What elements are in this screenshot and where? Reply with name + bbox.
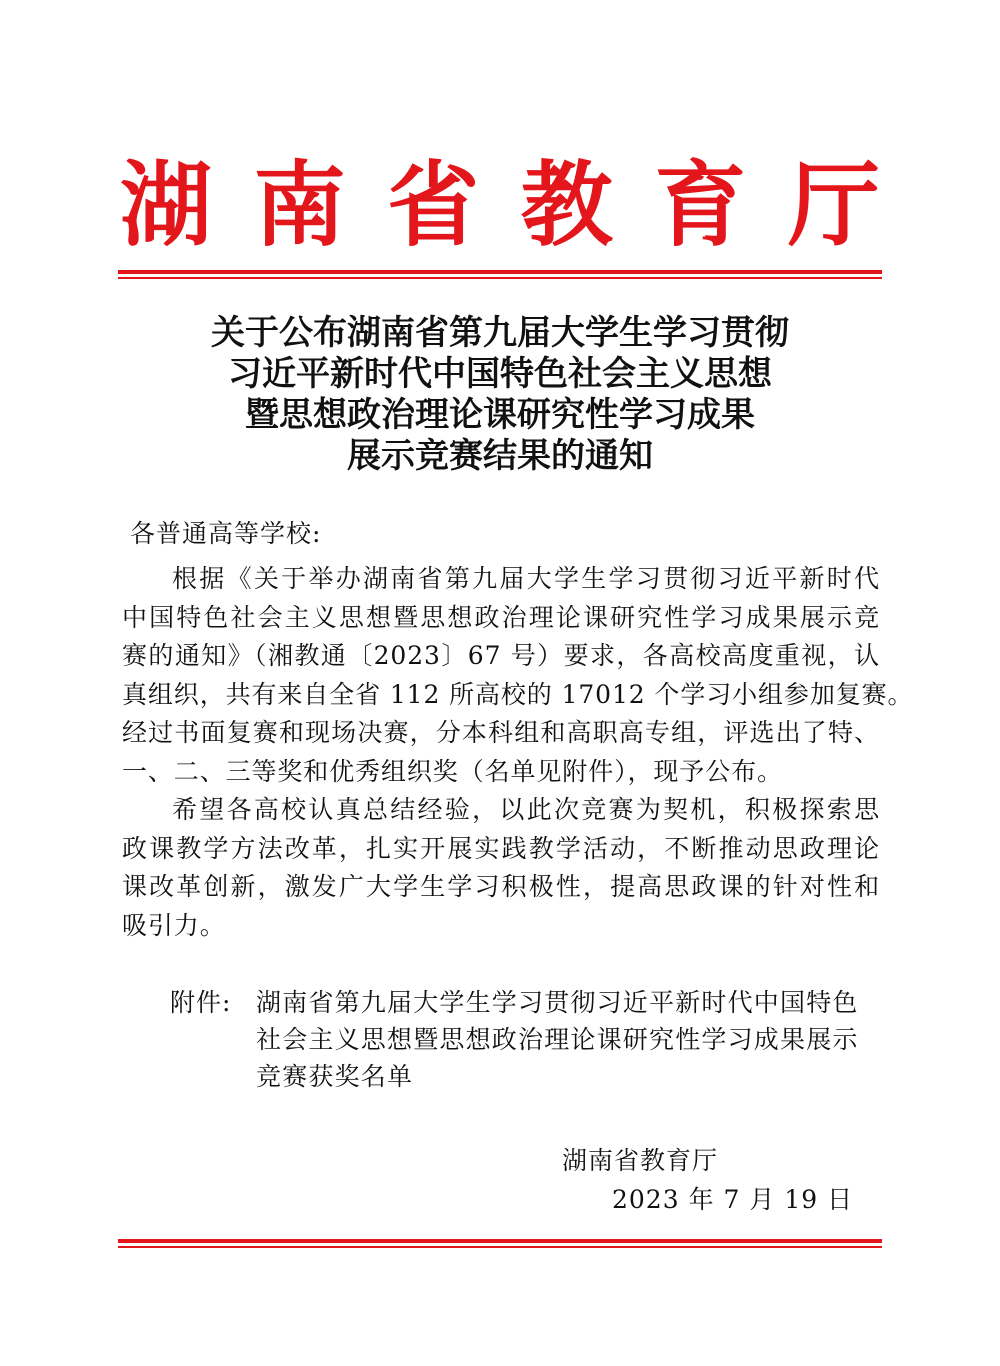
body-line: 赛的通知》（湘教通〔2023〕67 号）要求，各高校高度重视，认 xyxy=(122,641,880,670)
salutation: 各普通高等学校: xyxy=(130,519,322,548)
bottom-red-divider xyxy=(118,1239,882,1248)
attachment-title xyxy=(256,984,876,1095)
body-line: 课改革创新，激发广大学生学习积极性，提高思政课的针对性和 xyxy=(122,872,880,901)
masthead-char: 厅 xyxy=(787,151,880,259)
masthead-char: 教 xyxy=(520,151,613,259)
body-line: 希望各高校认真总结经验，以此次竞赛为契机，积极探索思 xyxy=(172,795,880,824)
masthead xyxy=(120,150,880,260)
title-line: 展示竞赛结果的通知 xyxy=(347,436,653,476)
body-text xyxy=(122,560,914,945)
divider-thin-line xyxy=(118,277,882,279)
signature-org: 湖南省教育厅 xyxy=(562,1146,719,1175)
body-line: 吸引力。 xyxy=(122,910,226,940)
signature-date: 2023 年 7 月 19 日 xyxy=(612,1185,854,1214)
attachment-line: 竞赛获奖名单 xyxy=(256,1062,414,1091)
attachment-line: 湖南省第九届大学生学习贯彻习近平新时代中国特色 xyxy=(256,988,859,1017)
title-line: 暨思想政治理论课研究性学习成果 xyxy=(245,395,755,435)
title-line: 习近平新时代中国特色社会主义思想 xyxy=(228,354,772,394)
document-title xyxy=(100,313,900,477)
body-line: 根据《关于举办湖南省第九届大学生学习贯彻习近平新时代 xyxy=(172,564,880,593)
top-red-divider xyxy=(118,270,882,279)
body-line: 经过书面复赛和现场决赛，分本科组和高职高专组，评选出了特、 xyxy=(122,718,880,747)
body-line: 政课教学方法改革，扎实开展实践教学活动，不断推动思政理论 xyxy=(122,833,880,863)
masthead-char: 省 xyxy=(387,151,480,259)
divider-thick-line xyxy=(118,1239,882,1243)
body-line: 中国特色社会主义思想暨思想政治理论课研究性学习成果展示竞 xyxy=(122,602,880,632)
body-line: 一、二、三等奖和优秀组织奖（名单见附件），现予公布。 xyxy=(122,756,783,786)
divider-thick-line xyxy=(118,270,882,274)
masthead-char: 南 xyxy=(253,151,346,259)
masthead-char: 湖 xyxy=(120,151,213,259)
title-line: 关于公布湖南省第九届大学生学习贯彻 xyxy=(211,313,789,353)
body-line: 真组织，共有来自全省 112 所高校的 17012 个学习小组参加复赛。 xyxy=(122,679,914,709)
attachment-line: 社会主义思想暨思想政治理论课研究性学习成果展示 xyxy=(256,1025,859,1054)
divider-thin-line xyxy=(118,1246,882,1248)
masthead-char: 育 xyxy=(654,151,747,259)
attachment-label: 附件: xyxy=(170,988,232,1017)
